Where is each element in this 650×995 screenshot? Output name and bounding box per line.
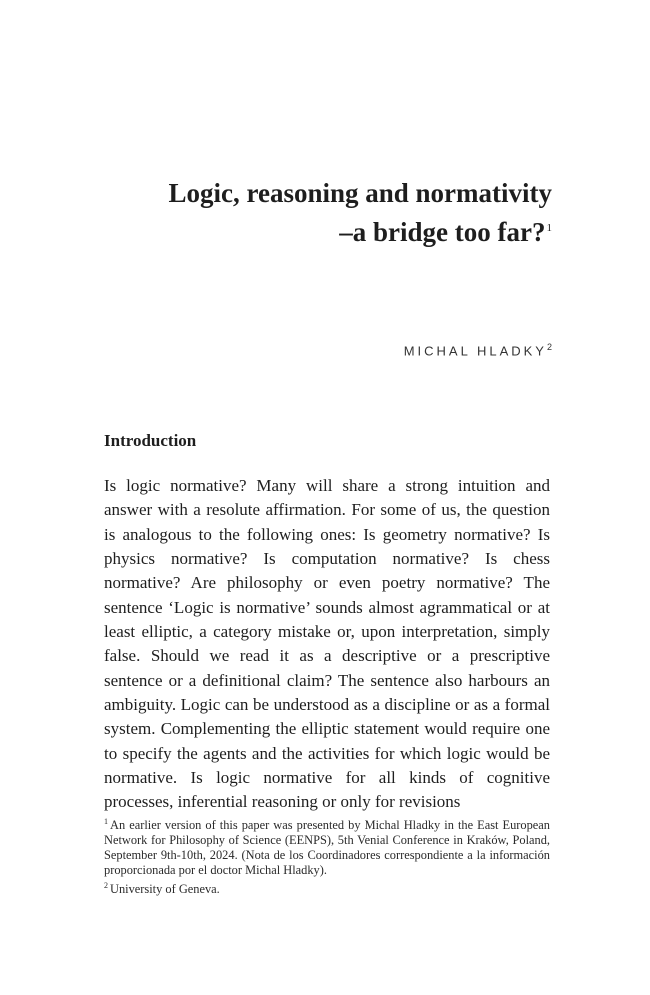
footnote-2-mark: 2 xyxy=(104,881,108,891)
title-line-1: Logic, reasoning and normativity xyxy=(168,178,552,208)
footnotes xyxy=(104,814,550,897)
footnote-1-mark: 1 xyxy=(104,817,108,826)
footnote-2-text: University of Geneva. xyxy=(110,882,220,897)
author-footnote-mark[interactable]: 2 xyxy=(546,342,552,352)
body-paragraph: Is logic normative? Many will share a strong intuition and answer with a resolute affirmation. For some of us, the question is analogous to the following ones: Is geometry normative? Is physics normative? Is computation normative? Is chess normative? Are philosophy or even poetry normative? The sentence ‘Logic is normative’ sounds almost agrammatical or at least elliptic, a category mistake or, upon interpretation, simply false. Should we read it as a descriptive or a prescriptive sentence or a definitional claim? The sentence also harbours an ambiguity. Logic can be understood as a discipline or as a formal system. Complementing the elliptic statement would require one to specify the agents and the activities for which logic would be normative. Is logic normative for all kinds of cognitive processes, inferential reasoning or only for revisions xyxy=(104,476,550,812)
author-byline xyxy=(404,342,552,358)
title-footnote-mark[interactable]: 1 xyxy=(546,222,552,234)
footnote-2 xyxy=(104,878,550,897)
footnote-1-text: An earlier version of this paper was presented by Michal Hladky in the East European Network for Philosophy of Science (EENPS), 5th Venial Conference in Kraków, Poland, September 9th-10th, 2024. (Nota de los Coordinadores correspondiente a la información proporcionada por el doctor Michal Hladky). xyxy=(104,818,550,878)
section-heading: Introduction xyxy=(104,431,197,450)
footnote-1 xyxy=(104,814,550,878)
author-name: MICHAL HLADKY xyxy=(403,343,547,359)
title-line-2: –a bridge too far? xyxy=(339,217,546,247)
paper-title xyxy=(168,176,552,250)
